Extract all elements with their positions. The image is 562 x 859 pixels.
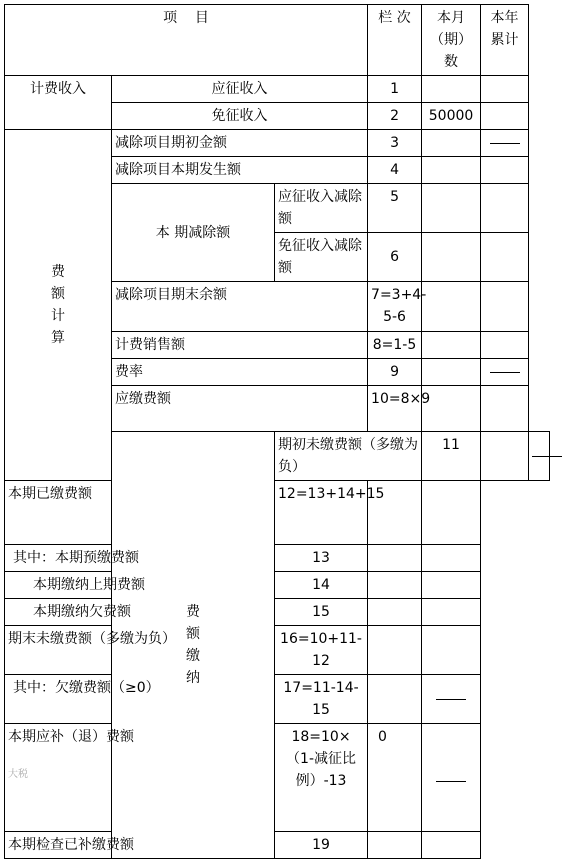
cell-month: 0 xyxy=(368,724,422,832)
cell-year-dash xyxy=(422,724,481,832)
fee-declaration-form xyxy=(4,4,550,859)
cell-year xyxy=(422,481,481,545)
row-label: 本期检查已补缴费额 xyxy=(5,832,275,859)
row-label: 应缴费额 xyxy=(112,386,368,432)
cell-year xyxy=(481,103,529,130)
row-no: 14 xyxy=(275,572,368,599)
row-no: 10=8×9 xyxy=(368,386,422,432)
cell-month xyxy=(422,359,481,386)
cell-year-dash xyxy=(481,359,529,386)
table-row xyxy=(5,599,550,626)
row-label: 期初未缴费额（多缴为负） xyxy=(275,432,422,481)
cell-year xyxy=(481,386,529,432)
table-row xyxy=(5,724,550,832)
row-no: 9 xyxy=(368,359,422,386)
header-item: 项 目 xyxy=(5,5,368,76)
cell-month: 50000 xyxy=(422,103,481,130)
table-row xyxy=(5,832,550,859)
row-label: 费率 xyxy=(112,359,368,386)
cell-year xyxy=(481,184,529,233)
cell-year-dash xyxy=(422,675,481,724)
row-label: 本期应补（退）费额 xyxy=(5,724,275,832)
table-row xyxy=(5,481,550,545)
row-label: 本期已缴费额 xyxy=(5,481,275,545)
row-label: 其中：本期预缴费额 xyxy=(5,545,275,572)
fee-table xyxy=(4,4,550,859)
cell-month xyxy=(422,332,481,359)
section-fee-pay: 费 额 缴 纳 xyxy=(112,432,275,859)
cell-month xyxy=(368,832,422,859)
cell-month xyxy=(422,184,481,233)
row-label: 期末未缴费额（多缴为负） xyxy=(5,626,275,675)
table-row xyxy=(5,626,550,675)
row-no: 13 xyxy=(275,545,368,572)
row-no: 11 xyxy=(422,432,481,481)
cell-month xyxy=(368,626,422,675)
row-label: 本期缴纳上期费额 xyxy=(5,572,275,599)
row-no: 7=3+4-5-6 xyxy=(368,282,422,332)
row-label: 免征收入减除额 xyxy=(275,233,368,282)
row-label: 计费销售额 xyxy=(112,332,368,359)
row-no: 19 xyxy=(275,832,368,859)
table-row xyxy=(5,130,550,157)
row-no: 18=10×（1-减征比例）-13 xyxy=(275,724,368,832)
row-no: 15 xyxy=(275,599,368,626)
cell-month xyxy=(422,76,481,103)
row-label: 应征收入减除额 xyxy=(275,184,368,233)
header-column: 栏 次 xyxy=(368,5,422,76)
group-label-current-deduction: 本 期减除额 xyxy=(112,184,275,282)
row-label: 减除项目期末余额 xyxy=(112,282,368,332)
table-row xyxy=(5,572,550,599)
cell-month xyxy=(422,233,481,282)
table-row xyxy=(5,545,550,572)
row-label: 本期缴纳欠费额 xyxy=(5,599,275,626)
row-no: 4 xyxy=(368,157,422,184)
table-row xyxy=(5,675,550,724)
cell-year xyxy=(481,157,529,184)
cell-year xyxy=(481,76,529,103)
header-month: 本月（期）数 xyxy=(422,5,481,76)
section-fee-calc: 费 额 计 算 xyxy=(5,130,112,481)
header-year: 本年累计 xyxy=(481,5,529,76)
row-no: 3 xyxy=(368,130,422,157)
row-no: 16=10+11-12 xyxy=(275,626,368,675)
cell-month xyxy=(422,282,481,332)
row-no: 2 xyxy=(368,103,422,130)
table-row xyxy=(5,76,550,103)
cell-month xyxy=(368,545,422,572)
cell-month xyxy=(422,157,481,184)
row-label: 免征收入 xyxy=(112,103,368,130)
row-no: 6 xyxy=(368,233,422,282)
row-label: 应征收入 xyxy=(112,76,368,103)
watermark: 大税 xyxy=(8,769,28,780)
cell-month xyxy=(368,675,422,724)
row-no: 5 xyxy=(368,184,422,233)
header-row xyxy=(5,5,550,76)
row-label: 减除项目期初金额 xyxy=(112,130,368,157)
cell-year xyxy=(481,233,529,282)
cell-year xyxy=(422,545,481,572)
cell-year xyxy=(422,832,481,859)
cell-year xyxy=(422,626,481,675)
cell-month xyxy=(422,130,481,157)
cell-year-dash xyxy=(481,130,529,157)
row-no: 12=13+14+15 xyxy=(275,481,368,545)
cell-year xyxy=(422,599,481,626)
cell-year xyxy=(422,572,481,599)
row-no: 8=1-5 xyxy=(368,332,422,359)
row-label: 其中：欠缴费额（≥0） xyxy=(5,675,275,724)
row-no: 17=11-14-15 xyxy=(275,675,368,724)
cell-month xyxy=(422,386,481,432)
row-label: 减除项目本期发生额 xyxy=(112,157,368,184)
cell-month xyxy=(481,432,529,481)
cell-month xyxy=(368,599,422,626)
cell-year-dash xyxy=(529,432,550,481)
cell-year xyxy=(481,332,529,359)
row-no: 1 xyxy=(368,76,422,103)
cell-year xyxy=(481,282,529,332)
cell-month xyxy=(368,572,422,599)
section-billing-income: 计费收入 xyxy=(5,76,112,130)
